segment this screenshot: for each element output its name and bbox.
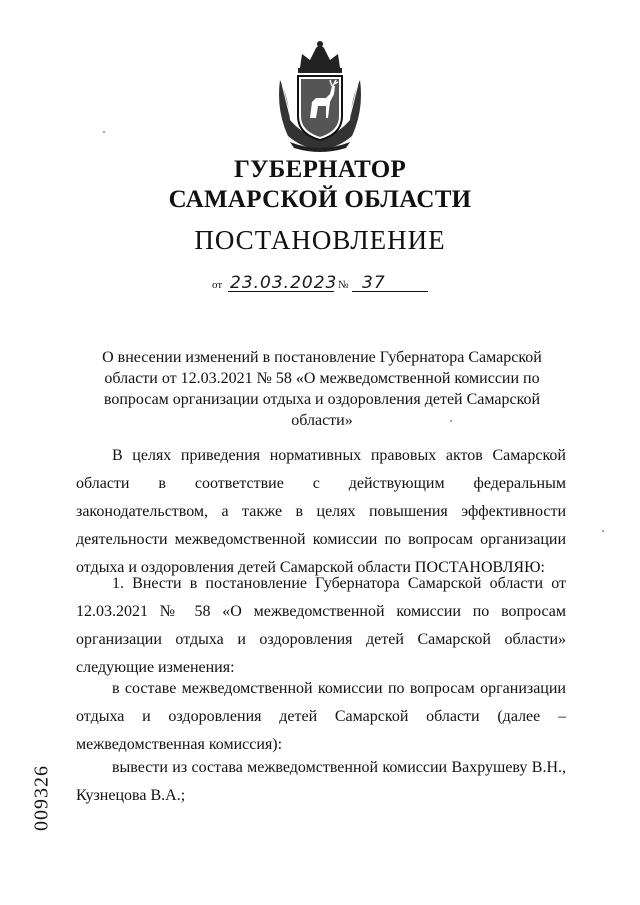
clause-1-paragraph: 1. Внести в постановление Губернатора Самарской области от 12.03.2021 № 58 «О межведомственной комиссии по вопросам организации отдыха и оздоровления детей Самарской области» следующие изменения: (76, 575, 566, 676)
registration-number (26, 758, 58, 838)
number-label: № (338, 279, 349, 291)
registration-number-text: 009326 (30, 765, 53, 831)
document-subject: О внесении изменений в постановление Губернатора Самарской области от 12.03.2021 № 58 «О межведомственной комиссии по вопросам организации отдыха и оздоровления детей Самарской области» (102, 349, 542, 429)
scan-speck (602, 530, 604, 532)
document-type: ПОСТАНОВЛЕНИЕ (194, 225, 446, 255)
remove-members-paragraph: вывести из состава межведомственной комиссии Вахрушеву В.Н., Кузнецова В.А.; (76, 759, 566, 804)
document-date: 23.03.2023 (230, 273, 338, 293)
region-title: САМАРСКОЙ ОБЛАСТИ (168, 186, 472, 213)
commission-composition-paragraph: в составе межведомственной комиссии по вопросам организации отдыха и оздоровления детей Самарской области (далее – межведомственная комиссия): (76, 680, 566, 753)
governor-title: ГУБЕРНАТОР (233, 156, 407, 183)
preamble-paragraph: В целях приведения нормативных правовых актов Самарской области в соответствие с действующим федеральным законодательством, а также в целях повышения эффективности деятельности межведомственной комиссии по вопросам организации отдыха и оздоровления детей Самарской области ПОСТАНОВЛЯЮ: (76, 447, 566, 576)
date-from-label: от (212, 279, 223, 291)
coat-of-arms-icon (272, 40, 368, 152)
date-number-line (212, 271, 438, 293)
scan-speck (103, 131, 105, 133)
document-number: 37 (362, 273, 386, 293)
scan-speck (450, 420, 452, 422)
